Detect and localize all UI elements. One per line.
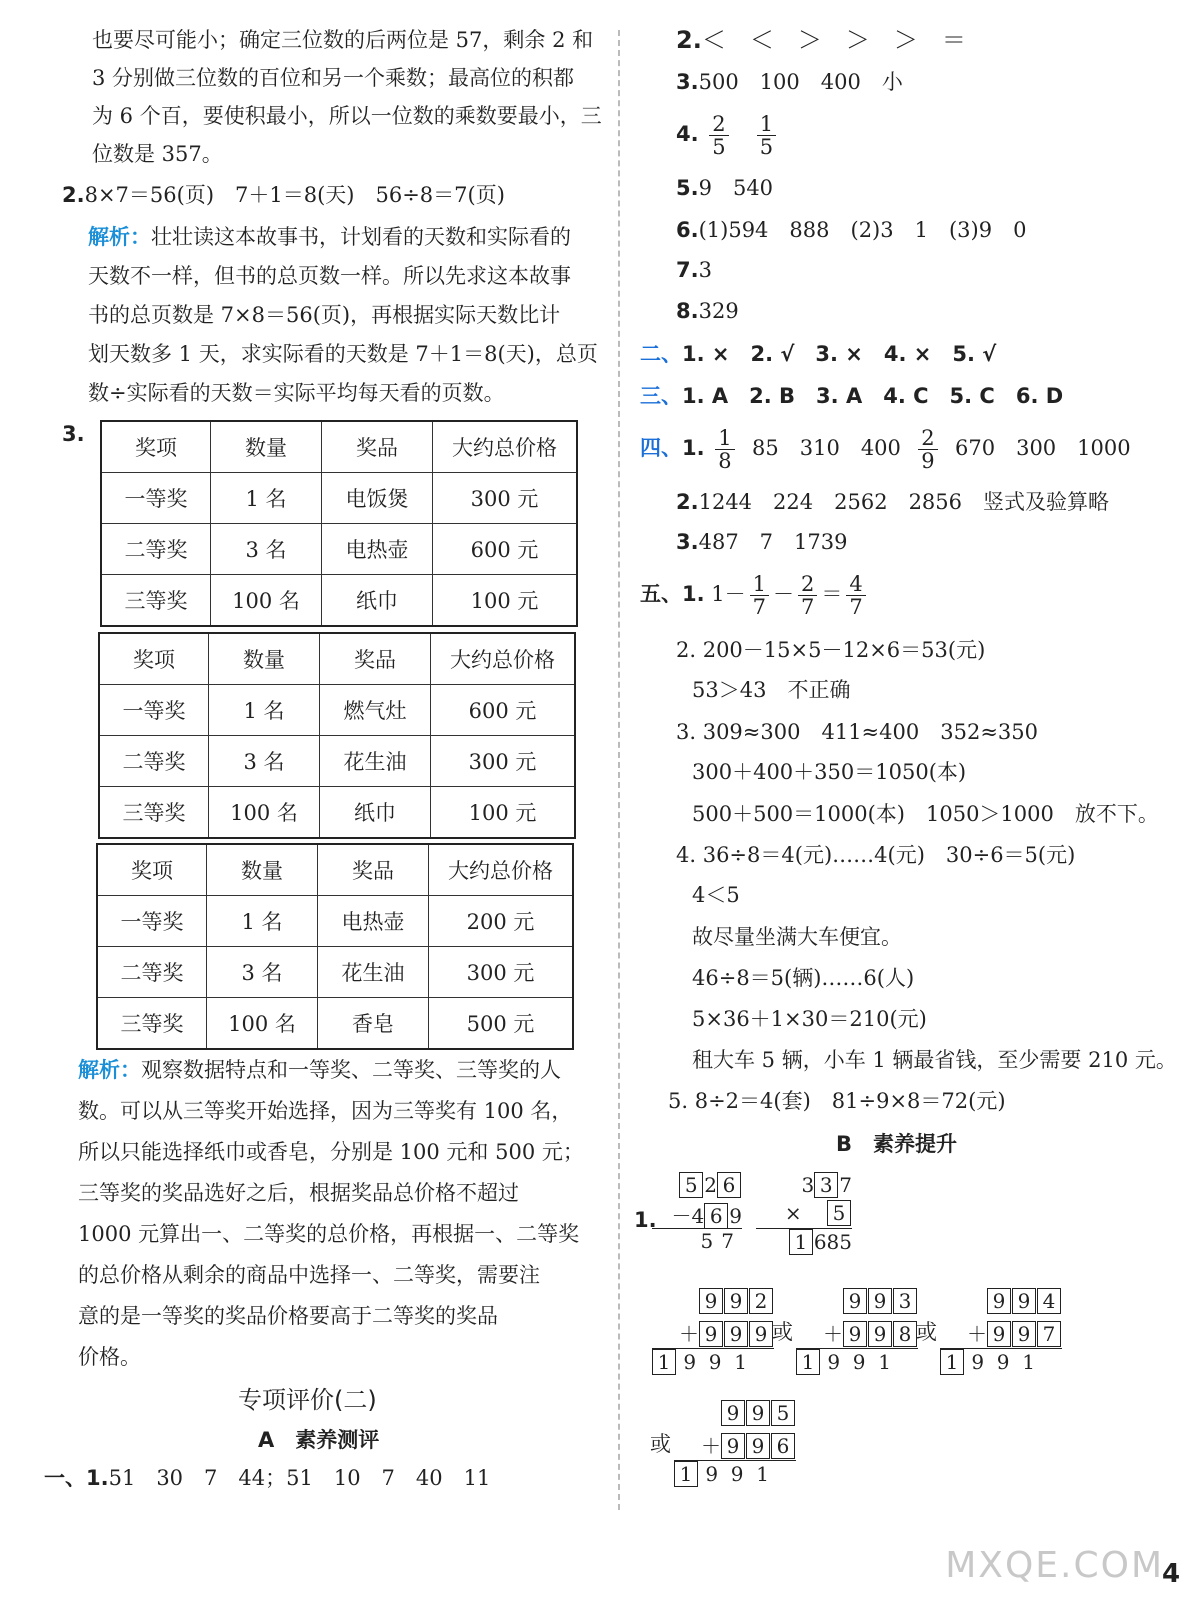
table-header-row <box>101 421 577 473</box>
answer-6 <box>676 218 1026 242</box>
table-cell: 燃气灶 <box>320 685 431 736</box>
table-row <box>101 575 577 627</box>
table-row <box>97 896 573 947</box>
denominator: 5 <box>759 135 774 159</box>
answer-text: 487 7 1739 <box>698 530 848 554</box>
text-line: 数÷实际看的天数＝实际平均每天看的页数。 <box>88 381 505 405</box>
table-header-row <box>99 633 575 685</box>
text-line: 天数不一样，但书的总页数一样。所以先求这本故事 <box>88 264 571 288</box>
text-line: 意的是一等奖的奖品价格要高于二等奖的奖品 <box>78 1304 498 1328</box>
table-cell: 花生油 <box>318 947 429 998</box>
table-cell: 电热壶 <box>322 524 433 575</box>
table-cell: 二等奖 <box>97 947 207 998</box>
or-label: 或 <box>916 1320 937 1344</box>
table-row <box>97 947 573 998</box>
subsection-title-a: A 素养测评 <box>258 1428 380 1452</box>
answer-text: 51 30 7 44；51 10 7 40 11 <box>108 1466 491 1490</box>
denominator: 9 <box>921 449 935 473</box>
table-cell: 300 元 <box>433 473 578 524</box>
answer-text: 85 310 400 <box>752 436 901 460</box>
fraction <box>918 427 937 472</box>
text-line: 300＋400＋350＝1050(本) <box>692 760 967 784</box>
text-line: 46÷8＝5(辆)……6(人) <box>692 966 915 990</box>
header-cell: 奖品 <box>322 421 433 473</box>
text-line: 的总价格从剩余的商品中选择一、二等奖，需要注 <box>78 1263 540 1287</box>
header-cell: 奖品 <box>320 633 431 685</box>
question-text: 8×7＝56(页) 7＋1＝8(天) 56÷8＝7(页) <box>84 183 505 207</box>
text-line: 4＜5 <box>692 883 740 907</box>
text-line: 3. 309≈300 411≈400 352≈350 <box>676 720 1038 744</box>
question-number: 6. <box>676 218 699 242</box>
expression-part: 1－ <box>711 582 746 606</box>
table-cell: 1 名 <box>207 896 318 947</box>
table-cell: 纸巾 <box>322 575 433 627</box>
text-line: 数。可以从三等奖开始选择，因为三等奖有 100 名， <box>78 1099 573 1123</box>
award-table-1 <box>100 420 578 627</box>
table-cell: 电饭煲 <box>322 473 433 524</box>
answer-text: 3 <box>698 258 712 282</box>
table-cell: 一等奖 <box>101 473 211 524</box>
numerator: 2 <box>918 427 937 450</box>
answer-line <box>44 1466 490 1490</box>
vertical-addition-1: 9 9 2 ＋ 9 9 9 1 9 9 1 <box>652 1288 774 1379</box>
section-title: 专项评价(二) <box>238 1386 377 1414</box>
award-table-2 <box>98 632 576 839</box>
digit-box: 5 <box>679 1172 703 1198</box>
vertical-addition-3: 9 9 4 ＋ 9 9 7 1 9 9 1 <box>940 1288 1062 1379</box>
table-cell: 三等奖 <box>99 787 209 839</box>
or-label: 或 <box>650 1432 671 1456</box>
or-label: 或 <box>772 1320 793 1344</box>
section-label: 五、 <box>640 582 682 606</box>
text-line: 价格。 <box>78 1345 141 1369</box>
question-number: 1. <box>634 1208 657 1232</box>
answer-si-3 <box>676 530 847 554</box>
table-cell: 3 名 <box>209 736 320 787</box>
section-label: 二、 <box>640 342 682 366</box>
table-cell: 100 元 <box>431 787 576 839</box>
vertical-multiplication: 3 3 7 × 5 1 685 <box>756 1172 852 1257</box>
digit-box: 1 <box>789 1229 813 1255</box>
subsection-title-b: B 素养提升 <box>836 1132 958 1156</box>
header-cell: 大约总价格 <box>431 633 576 685</box>
text-line: 5×36＋1×30＝210(元) <box>692 1007 927 1031</box>
answer-si-2 <box>676 490 1109 514</box>
answer-7 <box>676 258 712 282</box>
analysis-text: 观察数据特点和一等奖、二等奖、三等奖的人 <box>141 1058 561 1082</box>
question-number: 4. <box>676 122 699 146</box>
table-cell: 200 元 <box>429 896 574 947</box>
numerator: 1 <box>715 427 734 450</box>
answer-text: 9 540 <box>698 176 774 200</box>
text-line: 2. 200－15×5－12×6＝53(元) <box>676 638 986 662</box>
numerator: 1 <box>757 113 776 136</box>
analysis-line <box>78 1058 561 1082</box>
numerator: 2 <box>798 573 817 596</box>
answer-text: 670 300 1000 <box>955 436 1131 460</box>
table-cell: 花生油 <box>320 736 431 787</box>
vertical-addition-4: 9 9 5 ＋ 9 9 6 1 9 9 1 <box>674 1400 796 1491</box>
table-cell: 100 名 <box>211 575 322 627</box>
fraction <box>709 113 728 158</box>
expression-part: － <box>773 582 795 606</box>
text-line: 租大车 5 辆，小车 1 辆最省钱，至少需要 210 元。 <box>692 1048 1177 1072</box>
header-cell: 奖品 <box>318 844 429 896</box>
denominator: 8 <box>718 449 732 473</box>
answer-text: ＜ ＜ ＞ ＞ ＞ ＝ <box>701 26 966 54</box>
text-line: 3 分别做三位数的百位和另一个乘数；最高位的积都 <box>92 66 575 90</box>
text-line: 5. 8÷2＝4(套) 81÷9×8＝72(元) <box>668 1089 1006 1113</box>
denominator: 7 <box>801 595 815 619</box>
text-line: 1000 元算出一、二等奖的总价格，再根据一、二等奖 <box>78 1222 580 1246</box>
answer-text: 1244 224 2562 2856 竖式及验算略 <box>698 490 1110 514</box>
table-cell: 电热壶 <box>318 896 429 947</box>
table-cell: 1 名 <box>211 473 322 524</box>
answer-8 <box>676 299 739 323</box>
denominator: 7 <box>752 595 767 619</box>
answer-3 <box>676 70 903 94</box>
header-cell: 数量 <box>209 633 320 685</box>
table-cell: 3 名 <box>211 524 322 575</box>
digit-box: 6 <box>717 1172 741 1198</box>
question-number: 3. <box>676 70 699 94</box>
table-cell: 300 元 <box>431 736 576 787</box>
vertical-subtraction: 5 2 6 －4 6 9 57 <box>652 1172 742 1257</box>
table-cell: 100 名 <box>207 998 318 1050</box>
text-line: 三等奖的奖品选好之后，根据奖品总价格不超过 <box>78 1181 519 1205</box>
fraction <box>715 427 734 472</box>
expression-part: ＝ <box>821 582 843 606</box>
header-cell: 数量 <box>211 421 322 473</box>
question-number: 1. <box>682 582 705 606</box>
text-line: 53＞43 不正确 <box>692 678 851 702</box>
question-number: 3. <box>676 530 699 554</box>
analysis-line <box>88 225 571 249</box>
table-row <box>101 473 577 524</box>
text-line: 划天数多 1 天，求实际看的天数是 7＋1＝8(天)，总页 <box>88 342 598 366</box>
answer-text: 1. × 2. √ 3. × 4. × 5. √ <box>682 342 997 366</box>
page-number: 4 <box>1162 1559 1181 1589</box>
column-divider <box>618 30 620 1510</box>
analysis-label: 解析： <box>88 225 151 249</box>
table-cell: 100 名 <box>209 787 320 839</box>
table-row <box>101 524 577 575</box>
table-row <box>97 998 573 1050</box>
question-number: 8. <box>676 299 699 323</box>
answer-2 <box>676 28 966 52</box>
vertical-addition-2: 9 9 3 ＋ 9 9 8 1 9 9 1 <box>796 1288 918 1379</box>
table-cell: 300 元 <box>429 947 574 998</box>
watermark: MXQE.COM <box>945 1545 1164 1586</box>
section-label: 三、 <box>640 384 682 408</box>
table-row <box>99 787 575 839</box>
answer-text: (1)594 888 (2)3 1 (3)9 0 <box>698 218 1027 242</box>
question-number: 2. <box>62 183 85 207</box>
header-cell: 奖项 <box>99 633 209 685</box>
analysis-text: 壮壮读这本故事书，计划看的天数和实际看的 <box>151 225 571 249</box>
table-row <box>99 736 575 787</box>
numerator: 1 <box>750 573 769 596</box>
question-2 <box>62 183 505 207</box>
numerator: 4 <box>846 573 865 596</box>
question-number: 一、1. <box>44 1466 109 1490</box>
text-line: 书的总页数是 7×8＝56(页)，再根据实际天数比计 <box>88 303 561 327</box>
table-cell: 1 名 <box>209 685 320 736</box>
answer-text: 1. A 2. B 3. A 4. C 5. C 6. D <box>682 384 1064 408</box>
question-number: 5. <box>676 176 699 200</box>
table-cell: 三等奖 <box>97 998 207 1050</box>
answer-text: 329 <box>698 299 739 323</box>
table-cell: 一等奖 <box>99 685 209 736</box>
answer-4 <box>676 110 780 158</box>
text-line: 为 6 个百，要使积最小，所以一位数的乘数要最小，三 <box>92 104 602 128</box>
digit-box: 5 <box>827 1200 851 1226</box>
table-cell: 纸巾 <box>320 787 431 839</box>
digit-box: 3 <box>814 1172 838 1198</box>
header-cell: 奖项 <box>97 844 207 896</box>
table-cell: 三等奖 <box>101 575 211 627</box>
denominator: 5 <box>712 135 726 159</box>
fraction <box>798 573 817 618</box>
analysis-label: 解析： <box>78 1058 141 1082</box>
answer-text: 500 100 400 小 <box>698 70 903 94</box>
fraction <box>846 573 865 618</box>
section-san <box>640 384 1063 408</box>
text-line: 也要尽可能小；确定三位数的后两位是 57，剩余 2 和 <box>92 28 594 52</box>
section-wu-1 <box>640 570 870 618</box>
text-line: 4. 36÷8＝4(元)……4(元) 30÷6＝5(元) <box>676 843 1076 867</box>
table-cell: 二等奖 <box>101 524 211 575</box>
numerator: 2 <box>709 113 728 136</box>
table-cell: 600 元 <box>431 685 576 736</box>
table-cell: 香皂 <box>318 998 429 1050</box>
fraction <box>750 573 769 618</box>
question-number: 2. <box>676 490 699 514</box>
answer-5 <box>676 176 773 200</box>
text-line: 500＋500＝1000(本) 1050＞1000 放不下。 <box>692 802 1159 826</box>
question-number: 2. <box>676 26 702 54</box>
table-cell: 500 元 <box>429 998 574 1050</box>
header-cell: 大约总价格 <box>433 421 578 473</box>
text-line: 位数是 357。 <box>92 142 223 166</box>
text-line: 所以只能选择纸巾或香皂，分别是 100 元和 500 元； <box>78 1140 584 1164</box>
question-number: 7. <box>676 258 699 282</box>
fraction <box>757 113 776 158</box>
digit-box: 6 <box>704 1203 728 1229</box>
header-cell: 奖项 <box>101 421 211 473</box>
section-si-1 <box>640 424 1131 472</box>
award-table-3 <box>96 843 574 1050</box>
text-line: 故尽量坐满大车便宜。 <box>692 925 902 949</box>
header-cell: 大约总价格 <box>429 844 574 896</box>
table-cell: 100 元 <box>433 575 578 627</box>
denominator: 7 <box>849 595 863 619</box>
table-row <box>99 685 575 736</box>
table-cell: 一等奖 <box>97 896 207 947</box>
table-cell: 600 元 <box>433 524 578 575</box>
table-cell: 二等奖 <box>99 736 209 787</box>
table-cell: 3 名 <box>207 947 318 998</box>
section-er <box>640 342 996 366</box>
table-header-row <box>97 844 573 896</box>
question-3-number: 3. <box>62 422 85 446</box>
header-cell: 数量 <box>207 844 318 896</box>
section-label: 四、 <box>640 436 682 460</box>
question-number: 1. <box>682 436 705 460</box>
